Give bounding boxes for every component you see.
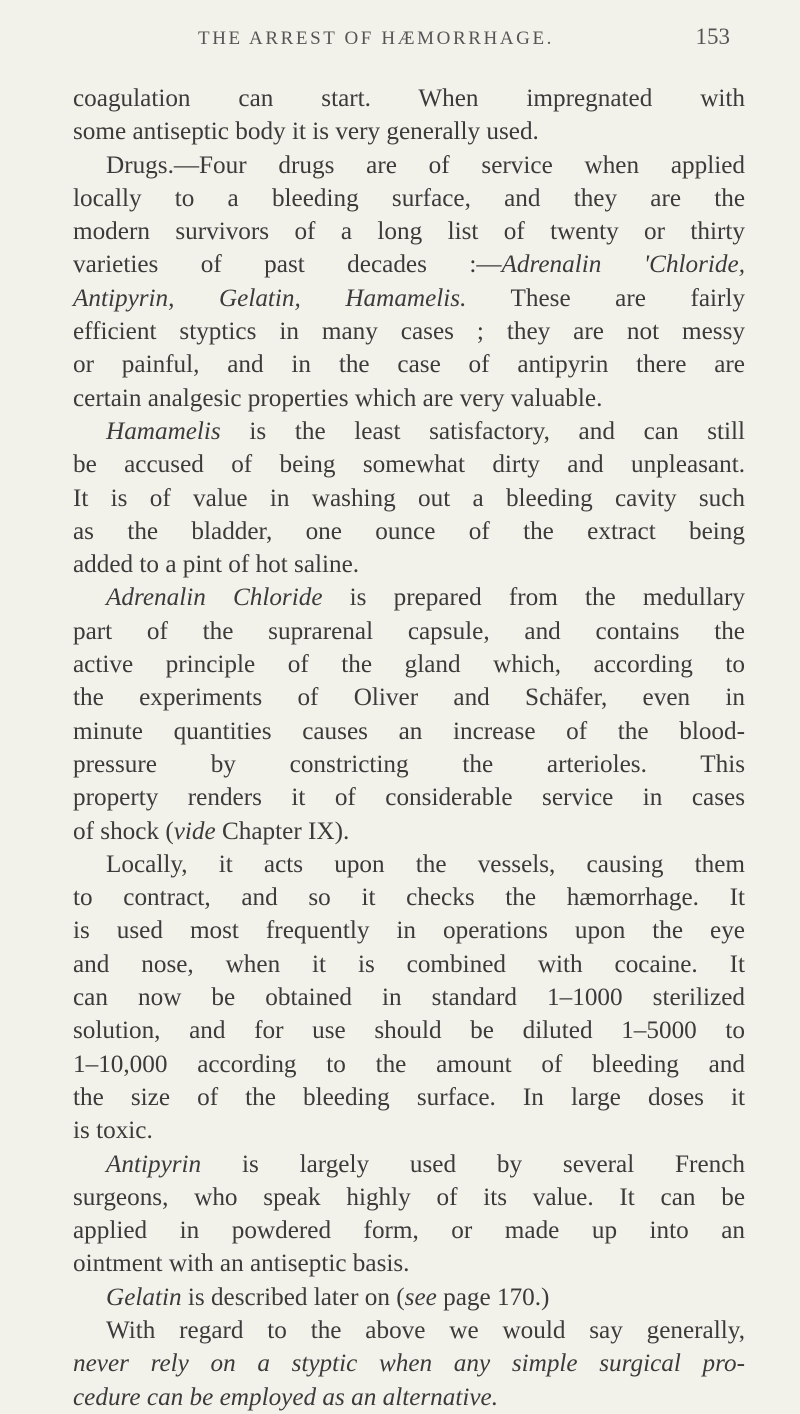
text-line: never rely on a styptic when any simple surgical pro-	[73, 1350, 745, 1378]
text-line: applied in powdered form, or made up into an	[73, 1217, 745, 1245]
text-line: coagulation can start. When impregnated with	[73, 85, 745, 112]
text-line: locally to a bleeding surface, and they are the	[73, 184, 745, 212]
text-line: 1–10,000 according to the amount of bleeding and	[73, 1050, 745, 1078]
text-line: and nose, when it is combined with cocaine. It	[73, 950, 745, 978]
text-line: It is of value in washing out a bleeding cavity such	[73, 484, 745, 512]
text-line: solution, and for use should be diluted 1–5000 to	[73, 1017, 745, 1045]
text-line: certain analgesic properties which are very valuable.	[73, 384, 603, 412]
text-line: efficient styptics in many cases ; they are not messy	[73, 318, 745, 346]
page-number: 153	[695, 24, 730, 49]
text-line: pressure by constricting the arterioles. This	[73, 750, 745, 778]
body-text	[73, 82, 745, 1414]
text-line: surgeons, who speak highly of its value. It can be	[73, 1183, 745, 1211]
text-line: modern survivors of a long list of twenty or thirty	[73, 218, 745, 246]
page-header	[70, 24, 730, 56]
text-line: With regard to the above we would say generally,	[106, 1316, 745, 1344]
text-line: varieties of past decades :—Adrenalin 'Chloride,	[73, 251, 745, 279]
text-line: can now be obtained in standard 1–1000 sterilized	[73, 984, 745, 1012]
text-line: ointment with an antiseptic basis.	[73, 1250, 410, 1278]
text-line: minute quantities causes an increase of the blood-	[73, 717, 745, 745]
text-line: Antipyrin, Gelatin, Hamamelis. These are fairly	[73, 284, 745, 312]
text-line: the size of the bleeding surface. In large doses it	[73, 1083, 745, 1111]
text-line: Antipyrin is largely used by several French	[106, 1150, 745, 1178]
text-line: Hamamelis is the least satisfactory, and can still	[106, 417, 745, 445]
text-line: of shock (vide Chapter IX).	[73, 817, 350, 845]
text-line: is toxic.	[73, 1117, 153, 1145]
text-line: added to a pint of hot saline.	[73, 551, 360, 579]
text-line: the experiments of Oliver and Schäfer, even in	[73, 684, 745, 712]
text-line: some antiseptic body it is very generally used.	[73, 118, 539, 146]
text-line: Adrenalin Chloride is prepared from the medullary	[106, 584, 745, 612]
text-line: active principle of the gland which, according to	[73, 651, 745, 679]
text-line: part of the suprarenal capsule, and contains the	[73, 617, 745, 645]
text-line: Gelatin is described later on (see page 170.)	[106, 1283, 550, 1311]
text-line: cedure can be employed as an alternative.	[73, 1383, 499, 1411]
text-line: or painful, and in the case of antipyrin there are	[73, 351, 745, 379]
text-line: as the bladder, one ounce of the extract being	[73, 517, 745, 545]
text-line: Locally, it acts upon the vessels, causing them	[106, 850, 745, 878]
running-title: THE ARREST OF HÆMORRHAGE.	[198, 28, 555, 49]
text-line: Drugs.—Four drugs are of service when applied	[106, 151, 745, 179]
text-line: is used most frequently in operations upon the eye	[73, 917, 745, 945]
text-line: be accused of being somewhat dirty and unpleasant.	[73, 451, 745, 479]
text-line: to contract, and so it checks the hæmorrhage. It	[73, 884, 745, 912]
text-line: property renders it of considerable service in cases	[73, 784, 745, 812]
